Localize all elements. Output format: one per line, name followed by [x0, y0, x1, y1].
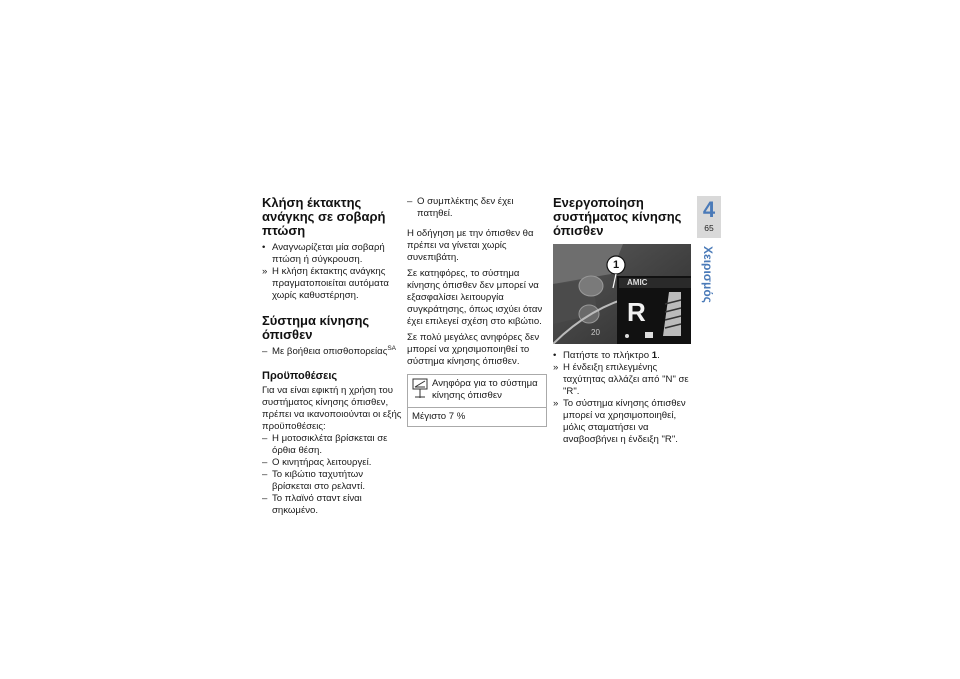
list-item: – Ο κινητήρας λειτουργεί. — [262, 457, 372, 468]
heading-prerequisites: Προϋποθέσεις — [262, 370, 338, 382]
activation-steps — [553, 350, 693, 446]
list-item: – Ο συμπλέκτης δεν έχει πατηθεί. — [407, 196, 514, 219]
emergency-list — [262, 242, 402, 302]
conditions-list-continued — [407, 196, 547, 220]
list-item: • Πατήστε το πλήκτρο 1. — [553, 350, 660, 361]
paragraph-downhill: Σε κατηφόρες, το σύστημα κίνησης όπισθεν δεν μπορεί να εξασφαλίσει λειτουργία συγκράτησης, όπως ισχύει όταν έχει επιλεγεί σχέση στο κιβώτιο. — [407, 268, 543, 327]
column-1 — [262, 196, 402, 517]
chapter-number: 4 — [702, 197, 716, 222]
mode-label: AMIC — [627, 278, 648, 287]
heading-reverse-system: Σύστημα κίνησης όπισθεν — [262, 313, 370, 342]
list-item: » Η κλήση έκτακτης ανάγκης πραγματοποιείται αυτόματα χωρίς καθυστέρηση. — [262, 266, 389, 301]
gradient-table — [407, 374, 547, 427]
sa-superscript: SA — [387, 344, 397, 352]
prerequisites-section — [262, 370, 402, 517]
list-item: – Το πλαϊνό σταντ είναι σηκωμένο. — [262, 493, 362, 516]
callout-number: 1 — [612, 259, 620, 271]
option-list — [262, 346, 402, 358]
reverse-section — [262, 314, 402, 358]
paragraph-uphill: Σε πολύ μεγάλες ανηφόρες δεν μπορεί να χρησιμοποιηθεί το σύστημα κίνησης όπισθεν. — [407, 332, 540, 367]
page-number: 65 — [704, 223, 714, 233]
gradient-icon — [412, 378, 428, 404]
column-3 — [553, 196, 693, 446]
speed-label: 20 — [591, 328, 600, 337]
list-item: – Η μοτοσικλέτα βρίσκεται σε όρθια θέση. — [262, 433, 388, 456]
column-2 — [407, 196, 547, 427]
prerequisites-intro: Για να είναι εφικτή η χρήση του συστήματος κίνησης όπισθεν, πρέπει να ικανοποιούνται οι εξής προϋποθέσεις: — [262, 385, 402, 432]
list-item: • Αναγνωρίζεται μία σοβαρή πτώση ή σύγκρουση. — [262, 242, 385, 265]
list-item: » Το σύστημα κίνησης όπισθεν μπορεί να χρησιμοποιηθεί, μόλις σταματήσει να αναβοσβήνει η ένδειξη "R". — [553, 398, 686, 445]
paragraph-passenger: Η οδήγηση με την όπισθεν θα πρέπει να γίνεται χωρίς συνεπιβάτη. — [407, 228, 534, 263]
gear-indicator: R — [627, 297, 646, 327]
dashboard-illustration — [553, 244, 691, 344]
list-item: – Με βοήθεια οπισθοπορείας$^{SA}$ — [262, 344, 397, 357]
heading-emergency-call: Κλήση έκτακτης ανάγκης σε σοβαρή πτώση — [262, 195, 386, 238]
conditions-list — [262, 433, 402, 517]
heading-activate-reverse: Ενεργοποίηση συστήματος κίνησης όπισθεν — [553, 195, 682, 238]
chapter-tab — [697, 196, 721, 238]
list-item: » Η ένδειξη επιλεγμένης ταχύτητας αλλάζει από "N" σε "R". — [553, 362, 689, 397]
gradient-label: Ανηφόρα για το σύστημα κίνησης όπισθεν — [432, 378, 538, 401]
dashboard-figure — [553, 244, 691, 344]
chapter-side-label — [694, 246, 724, 332]
chapter-title: Χειρισμός — [701, 246, 715, 303]
gradient-value: Μέγιστο 7 % — [412, 411, 466, 422]
list-item: – Το κιβώτιο ταχυτήτων βρίσκεται στο ρελαντί. — [262, 469, 365, 492]
